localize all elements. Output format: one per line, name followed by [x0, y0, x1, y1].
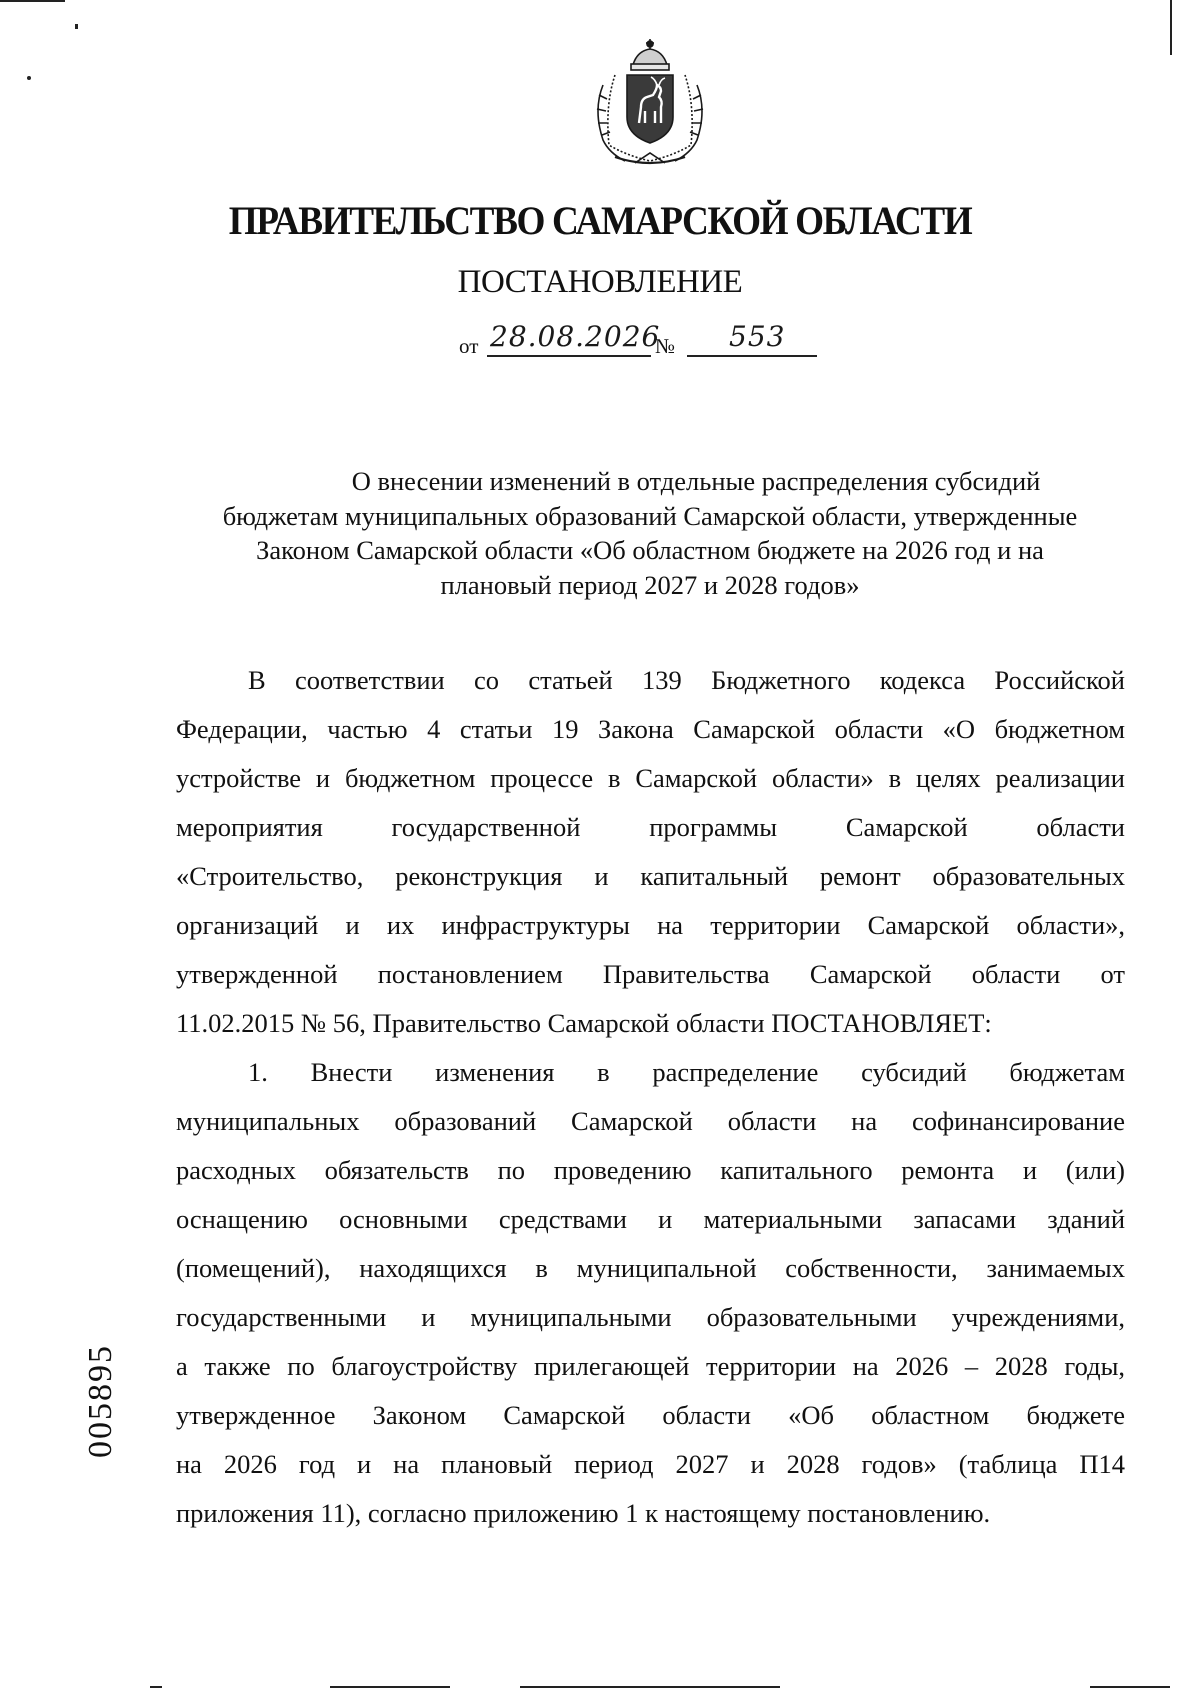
- organization-title: ПРАВИТЕЛЬСТВО САМАРСКОЙ ОБЛАСТИ: [228, 198, 972, 243]
- scan-mark: [27, 76, 31, 80]
- body-line: оснащению основными средствами и материальными запасами зданий: [176, 1204, 1125, 1234]
- body-line: устройстве и бюджетном процессе в Самарской области» в целях реализации: [176, 763, 1125, 793]
- body-line: 1. Внести изменения в распределение субсидий бюджетам: [248, 1057, 1125, 1087]
- subject-line: бюджетам муниципальных образований Самарской области, утвержденные: [222, 500, 1078, 531]
- body-line: муниципальных образований Самарской области на софинансирование: [176, 1106, 1125, 1136]
- body-line: (помещений), находящихся в муниципальной собственности, занимаемых: [176, 1253, 1125, 1283]
- body-line: 11.02.2015 № 56, Правительство Самарской области ПОСТАНОВЛЯЕТ:: [176, 1008, 992, 1038]
- scan-mark: [0, 0, 65, 2]
- subject-line: О внесении изменений в отдельные распределения субсидий: [351, 466, 1041, 496]
- handwritten-number: 553: [729, 320, 786, 353]
- body-line: приложения 11), согласно приложению 1 к настоящему постановлению.: [176, 1498, 991, 1528]
- number-underline: [687, 355, 817, 357]
- date-underline: [487, 355, 651, 357]
- scan-mark: [1170, 0, 1172, 55]
- body-line: организаций и их инфраструктуры на территории Самарской области»,: [176, 910, 1125, 940]
- body-line: государственными и муниципальными образовательными учреждениями,: [176, 1302, 1125, 1332]
- body-line: мероприятия государственной программы Самарской области: [176, 812, 1125, 842]
- body-line: Федерации, частью 4 статьи 19 Закона Самарской области «О бюджетном: [176, 714, 1125, 744]
- body-line: В соответствии со статьей 139 Бюджетного кодекса Российской: [248, 665, 1125, 695]
- handwritten-date: 28.08.2026: [490, 320, 661, 353]
- samara-coat-of-arms-icon: [585, 35, 715, 170]
- body-line: расходных обязательств по проведению капитального ремонта и (или): [176, 1155, 1125, 1185]
- subject-line: Законом Самарской области «Об областном бюджете на 2026 год и на: [256, 535, 1044, 565]
- body-line: утвержденное Законом Самарской области «Об областном бюджете: [176, 1400, 1125, 1430]
- body-line: на 2026 год и на плановый период 2027 и 2028 годов» (таблица П14: [176, 1449, 1125, 1479]
- body-line: «Строительство, реконструкция и капитальный ремонт образовательных: [176, 861, 1125, 891]
- document-body: [176, 662, 1125, 1544]
- document-subject: [170, 464, 1130, 602]
- document-type: ПОСТАНОВЛЕНИЕ: [457, 264, 743, 300]
- body-line: а также по благоустройству прилегающей территории на 2026 – 2028 годы,: [176, 1351, 1125, 1381]
- number-prefix: №: [655, 334, 676, 358]
- scan-mark: [150, 1686, 162, 1688]
- date-prefix: от: [459, 334, 479, 358]
- scan-mark: [520, 1686, 780, 1688]
- scan-mark: [330, 1686, 450, 1688]
- subject-line: плановый период 2027 и 2028 годов»: [440, 569, 860, 600]
- margin-registration-number: 005895: [82, 1344, 119, 1458]
- scan-mark: [75, 24, 78, 29]
- scan-mark: [1090, 1686, 1170, 1688]
- body-line: утвержденной постановлением Правительства Самарской области от: [176, 959, 1125, 989]
